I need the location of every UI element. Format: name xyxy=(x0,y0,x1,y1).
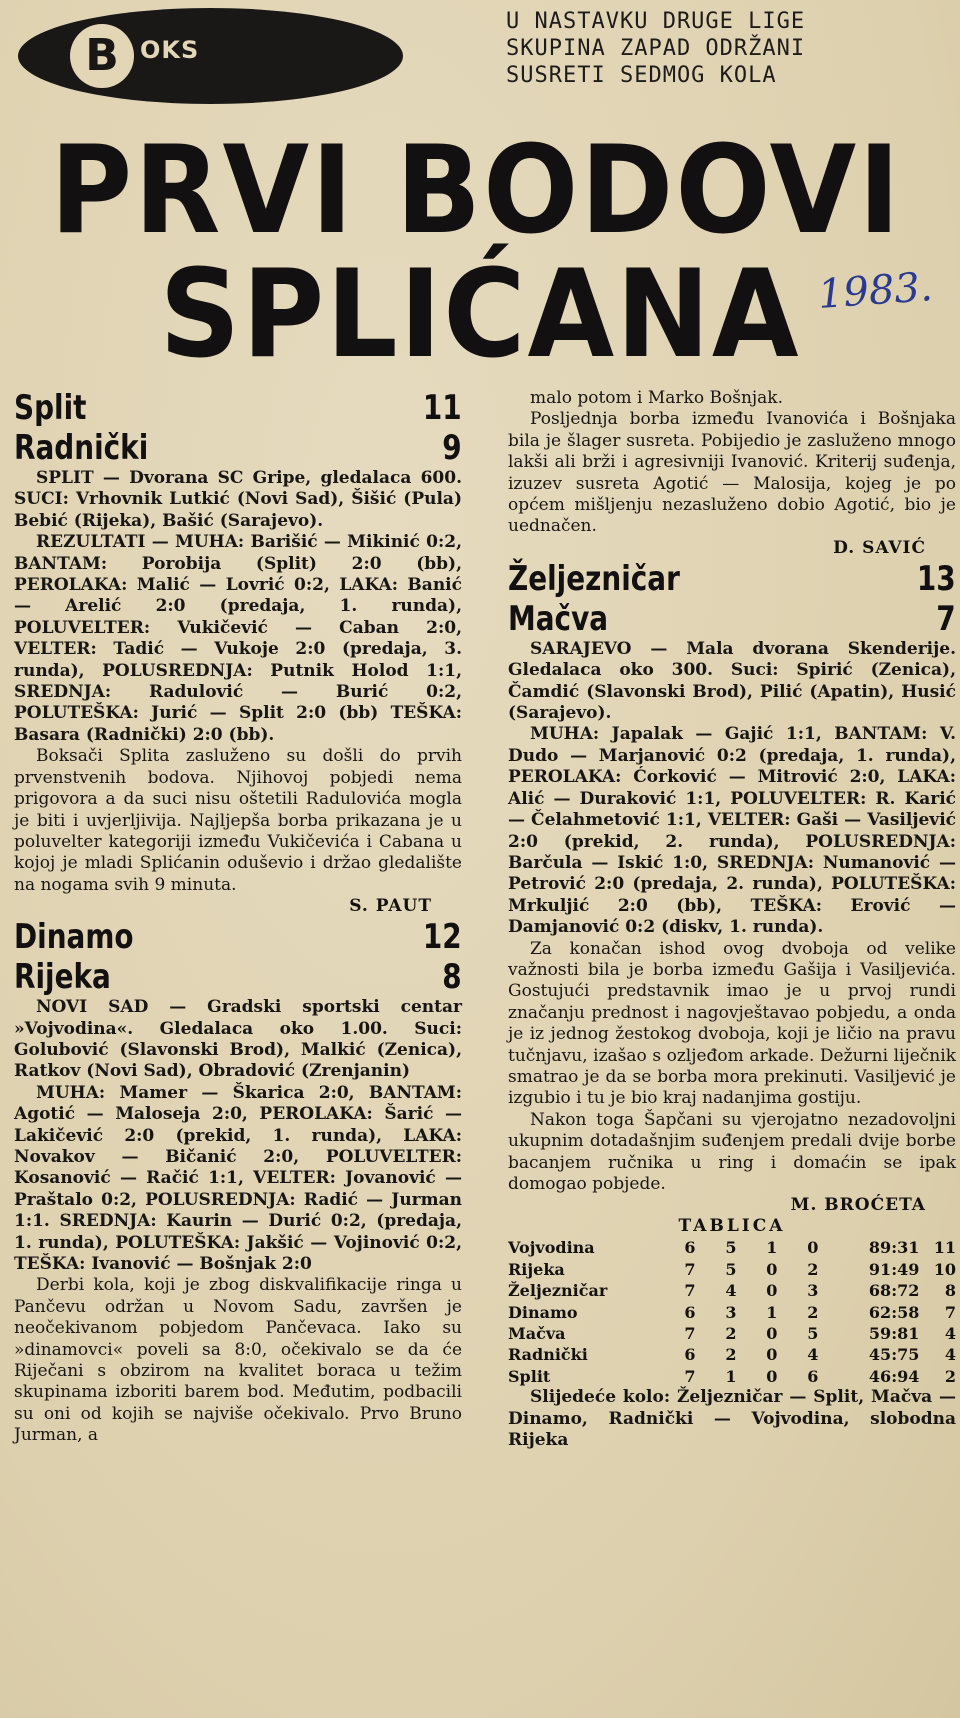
table-row xyxy=(508,1259,956,1280)
table-value-cell: 7 xyxy=(684,1259,696,1279)
team-row xyxy=(508,559,956,599)
kicker-line: U NASTAVKU DRUGE LIGE xyxy=(506,9,806,34)
table-value-cell: 6 xyxy=(807,1366,819,1386)
match-results: MUHA: Japalak — Gajić 1:1, BANTAM: V. Dudo — Marjanović 0:2 (predaja, 1. runda), PEROLAKA: Ćorković — Mitrović 2:0, LAKA: Alić — Duraković 1:1, POLUVELTER: R. Karić — Čelahmetović 1:1, VELTER: Gaši — Vasiljević 2:0 (prekid, 2. runda), POLUSREDNJA: Barčula — Iskić 1:0, SREDNJA: Numanović — Petrović 2:0 (predaja, 2. runda), POLUTEŠKA: Mrkuljić 2:0 (bb), TEŠKA: Erović — Damjanović 0:2 (diskv, 1. runda). xyxy=(508,724,956,938)
team-name: Radnički xyxy=(14,428,149,468)
table-value-cell: 11 xyxy=(933,1238,956,1258)
table-value-cell: 5 xyxy=(807,1324,819,1344)
standings-table xyxy=(508,1237,956,1387)
table-value-cell: 0 xyxy=(766,1281,778,1301)
table-team-cell: Radnički xyxy=(508,1345,588,1365)
headline-line-2: SPLIĆANA xyxy=(159,244,801,386)
team-score: 12 xyxy=(422,917,462,958)
kicker-line: SUSRETI SEDMOG KOLA xyxy=(506,63,777,88)
team-score: 8 xyxy=(442,957,462,998)
match-report: Posljednja borba između Ivanovića i Bošnjaka bila je šlager susreta. Pobijedio je zasluženo mnogo lakši ali brži i agresivniji Ivanović. Kriterij suđenja, izuzev susreta Agotić — Malosija, kojeg je po općem mišljenju nezasluženo dobio Agotić, bio je uednačen. xyxy=(508,409,956,537)
left-column xyxy=(14,388,462,1447)
table-team-cell: Željezničar xyxy=(508,1281,608,1301)
right-column xyxy=(508,388,956,1451)
table-value-cell: 68:72 xyxy=(868,1281,920,1301)
table-value-cell: 2 xyxy=(725,1345,737,1365)
table-value-cell: 2 xyxy=(725,1324,737,1344)
table-value-cell: 6 xyxy=(684,1302,696,1322)
logo-text: OKS xyxy=(140,36,200,64)
table-row xyxy=(508,1237,956,1258)
table-row xyxy=(508,1302,956,1323)
team-score: 9 xyxy=(442,428,462,468)
table-value-cell: 7 xyxy=(684,1324,696,1344)
match-report: Boksači Splita zasluženo su došli do prvih prvenstvenih bodova. Njihovoj pobjedi nema prigovora a da suci nisu oštetili Radulovića mogla je biti i uvjerljivija. Najljepša borba prikazana je u poluvelter kategoriji između Vukičevića i Cabana u kojoj je mladi Splićanin oduševio i držao gledalište na nogama svih 9 minuta. xyxy=(14,746,462,895)
team-score: 11 xyxy=(422,388,462,428)
table-value-cell: 59:81 xyxy=(868,1324,920,1344)
match-results: MUHA: Mamer — Škarica 2:0, BANTAM: Agotić — Maloseja 2:0, PEROLAKA: Šarić — Lakičević 2:0 (prekid, 1. runda), LAKA: Novakov — Bičanić 2:0, POLUVELTER: Kosanović — Račić 1:1, VELTER: Jovanović — Praštalo 0:2, POLUSREDNJA: Radić — Jurman 1:1. SREDNJA: Kaurin — Durić 0:2, (predaja, 1. runda), POLUTEŠKA: Jakšić — Vojinović 0:2, TEŠKA: Ivanović — Bošnjak 2:0 xyxy=(14,1082,462,1274)
table-value-cell: 46:94 xyxy=(868,1366,920,1386)
team-score: 13 xyxy=(916,558,956,599)
author-signature: S. PAUT xyxy=(349,896,432,917)
table-value-cell: 3 xyxy=(807,1281,819,1301)
table-value-cell: 5 xyxy=(725,1259,737,1279)
table-value-cell: 1 xyxy=(766,1238,778,1258)
table-row xyxy=(508,1366,956,1387)
match-report: Nakon toga Šapčani su vjerojatno nezadovoljni ukupnim dotadašnjim suđenjem predali dvije borbe bacanjem ručnika u ring i domaćin se ipak domogao pobjede. xyxy=(508,1109,956,1194)
team-name: Željezničar xyxy=(508,558,680,599)
table-value-cell: 10 xyxy=(933,1259,956,1279)
match-results: REZULTATI — MUHA: Barišić — Mikinić 0:2, BANTAM: Porobija (Split) 2:0 (bb), PEROLAKA: Malić — Lovrić 0:2, LAKA: Banić — Arelić 2:0 (predaja, 1. runda), POLUVELTER: Vukičević — Caban 2:0, VELTER: Tadić — Vukoje 2:0 (predaja, 3. runda), POLUSREDNJA: Putnik Holod 1:1, SREDNJA: Radulović — Burić 0:2, POLUTEŠKA: Jurić — Split 2:0 (bb) TEŠKA: Basara (Radnički) 2:0 (bb). xyxy=(14,532,462,745)
table-value-cell: 91:49 xyxy=(868,1259,920,1279)
table-row xyxy=(508,1323,956,1344)
author-signature: M. BROĆETA xyxy=(790,1195,926,1216)
table-value-cell: 2 xyxy=(944,1366,956,1386)
table-value-cell: 4 xyxy=(807,1345,819,1365)
table-value-cell: 0 xyxy=(807,1238,819,1258)
table-value-cell: 4 xyxy=(944,1345,956,1365)
team-row xyxy=(14,388,462,428)
next-round: Slijedeće kolo: Željezničar — Split, Mačva — Dinamo, Radnički — Vojvodina, slobodna Rijeka xyxy=(508,1387,956,1451)
table-value-cell: 6 xyxy=(684,1345,696,1365)
table-value-cell: 0 xyxy=(766,1366,778,1386)
table-team-cell: Dinamo xyxy=(508,1302,578,1322)
table-row xyxy=(508,1280,956,1301)
table-value-cell: 7 xyxy=(684,1281,696,1301)
table-value-cell: 89:31 xyxy=(868,1238,920,1258)
team-row xyxy=(508,599,956,639)
table-value-cell: 0 xyxy=(766,1259,778,1279)
team-name: Rijeka xyxy=(14,957,111,998)
table-value-cell: 6 xyxy=(684,1238,696,1258)
team-score: 7 xyxy=(936,598,956,639)
team-row xyxy=(14,428,462,468)
team-name: Dinamo xyxy=(14,917,134,958)
standings-title: TABLICA xyxy=(678,1216,786,1237)
match-report: Derbi kola, koji je zbog diskvalifikacije ringa u Pančevu održan u Novom Sadu, završen je neočekivanom pobjedom Pančevaca. Iako su »dinamovci« poveli sa 8:0, očekivalo se da će Riječani s obzirom na kvalitet boraca u težim skupinama izboriti barem bod. Međutim, podbacili su oni od kojih se najviše očekivalo. Prvo Bruno Jurman, a xyxy=(14,1275,462,1446)
logo-letter-b: B xyxy=(70,24,134,88)
table-value-cell: 4 xyxy=(944,1324,956,1344)
table-value-cell: 45:75 xyxy=(868,1345,920,1365)
headline-line-1: PRVI BODOVI xyxy=(50,120,902,262)
report-continuation: malo potom i Marko Bošnjak. xyxy=(530,388,783,408)
table-value-cell: 62:58 xyxy=(868,1302,920,1322)
table-value-cell: 7 xyxy=(944,1302,956,1322)
author-signature: D. SAVIĆ xyxy=(833,537,926,558)
match-report: Za konačan ishod ovog dvoboja od velike važnosti bila je borba između Gašija i Vasiljevića. Gostujući predstavnik imao je u prvoj rundi značanju prednost i nagovještavao pobjedu, a onda je iz jednog žestokog dvoboja, koji je ličio na pravu tučnjavu, izašao s ozljeđom arkade. Dežurni liječnik smatrao je da se borba mora prekinuti. Vasiljević je izgubio i tu je bio kraj nadanjima gostiju. xyxy=(508,938,956,1109)
handwritten-year: 1983. xyxy=(816,264,934,318)
kicker-line: SKUPINA ZAPAD ODRŽANI xyxy=(506,36,806,61)
match-info: NOVI SAD — Gradski sportski centar »Vojvodina«. Gledalaca oko 1.00. Suci: Golubović (Slavonski Brod), Malkić (Zenica), Ratkov (Novi Sad), Obradović (Zrenjanin) xyxy=(14,997,462,1082)
table-row xyxy=(508,1344,956,1365)
table-value-cell: 1 xyxy=(725,1366,737,1386)
table-value-cell: 3 xyxy=(725,1302,737,1322)
table-team-cell: Vojvodina xyxy=(508,1238,595,1258)
kicker xyxy=(506,8,956,89)
table-team-cell: Split xyxy=(508,1366,551,1386)
table-value-cell: 0 xyxy=(766,1345,778,1365)
team-row xyxy=(14,957,462,997)
match-info: SPLIT — Dvorana SC Gripe, gledalaca 600. SUCI: Vrhovnik Lutkić (Novi Sad), Šišić (Pula) Bebić (Rijeka), Bašić (Sarajevo). xyxy=(14,468,462,531)
table-team-cell: Mačva xyxy=(508,1324,566,1344)
boks-logo xyxy=(18,8,403,104)
team-name: Split xyxy=(14,388,87,428)
team-row xyxy=(14,917,462,957)
table-value-cell: 2 xyxy=(807,1302,819,1322)
table-value-cell: 7 xyxy=(684,1366,696,1386)
table-value-cell: 5 xyxy=(725,1238,737,1258)
table-value-cell: 0 xyxy=(766,1324,778,1344)
team-name: Mačva xyxy=(508,598,609,639)
table-value-cell: 8 xyxy=(944,1281,956,1301)
table-team-cell: Rijeka xyxy=(508,1259,565,1279)
table-value-cell: 4 xyxy=(725,1281,737,1301)
table-value-cell: 2 xyxy=(807,1259,819,1279)
match-info: SARAJEVO — Mala dvorana Skenderije. Gledalaca oko 300. Suci: Spirić (Zenica), Čamdić (Slavonski Brod), Pilić (Apatin), Husić (Sarajevo). xyxy=(508,638,956,724)
table-value-cell: 1 xyxy=(766,1302,778,1322)
